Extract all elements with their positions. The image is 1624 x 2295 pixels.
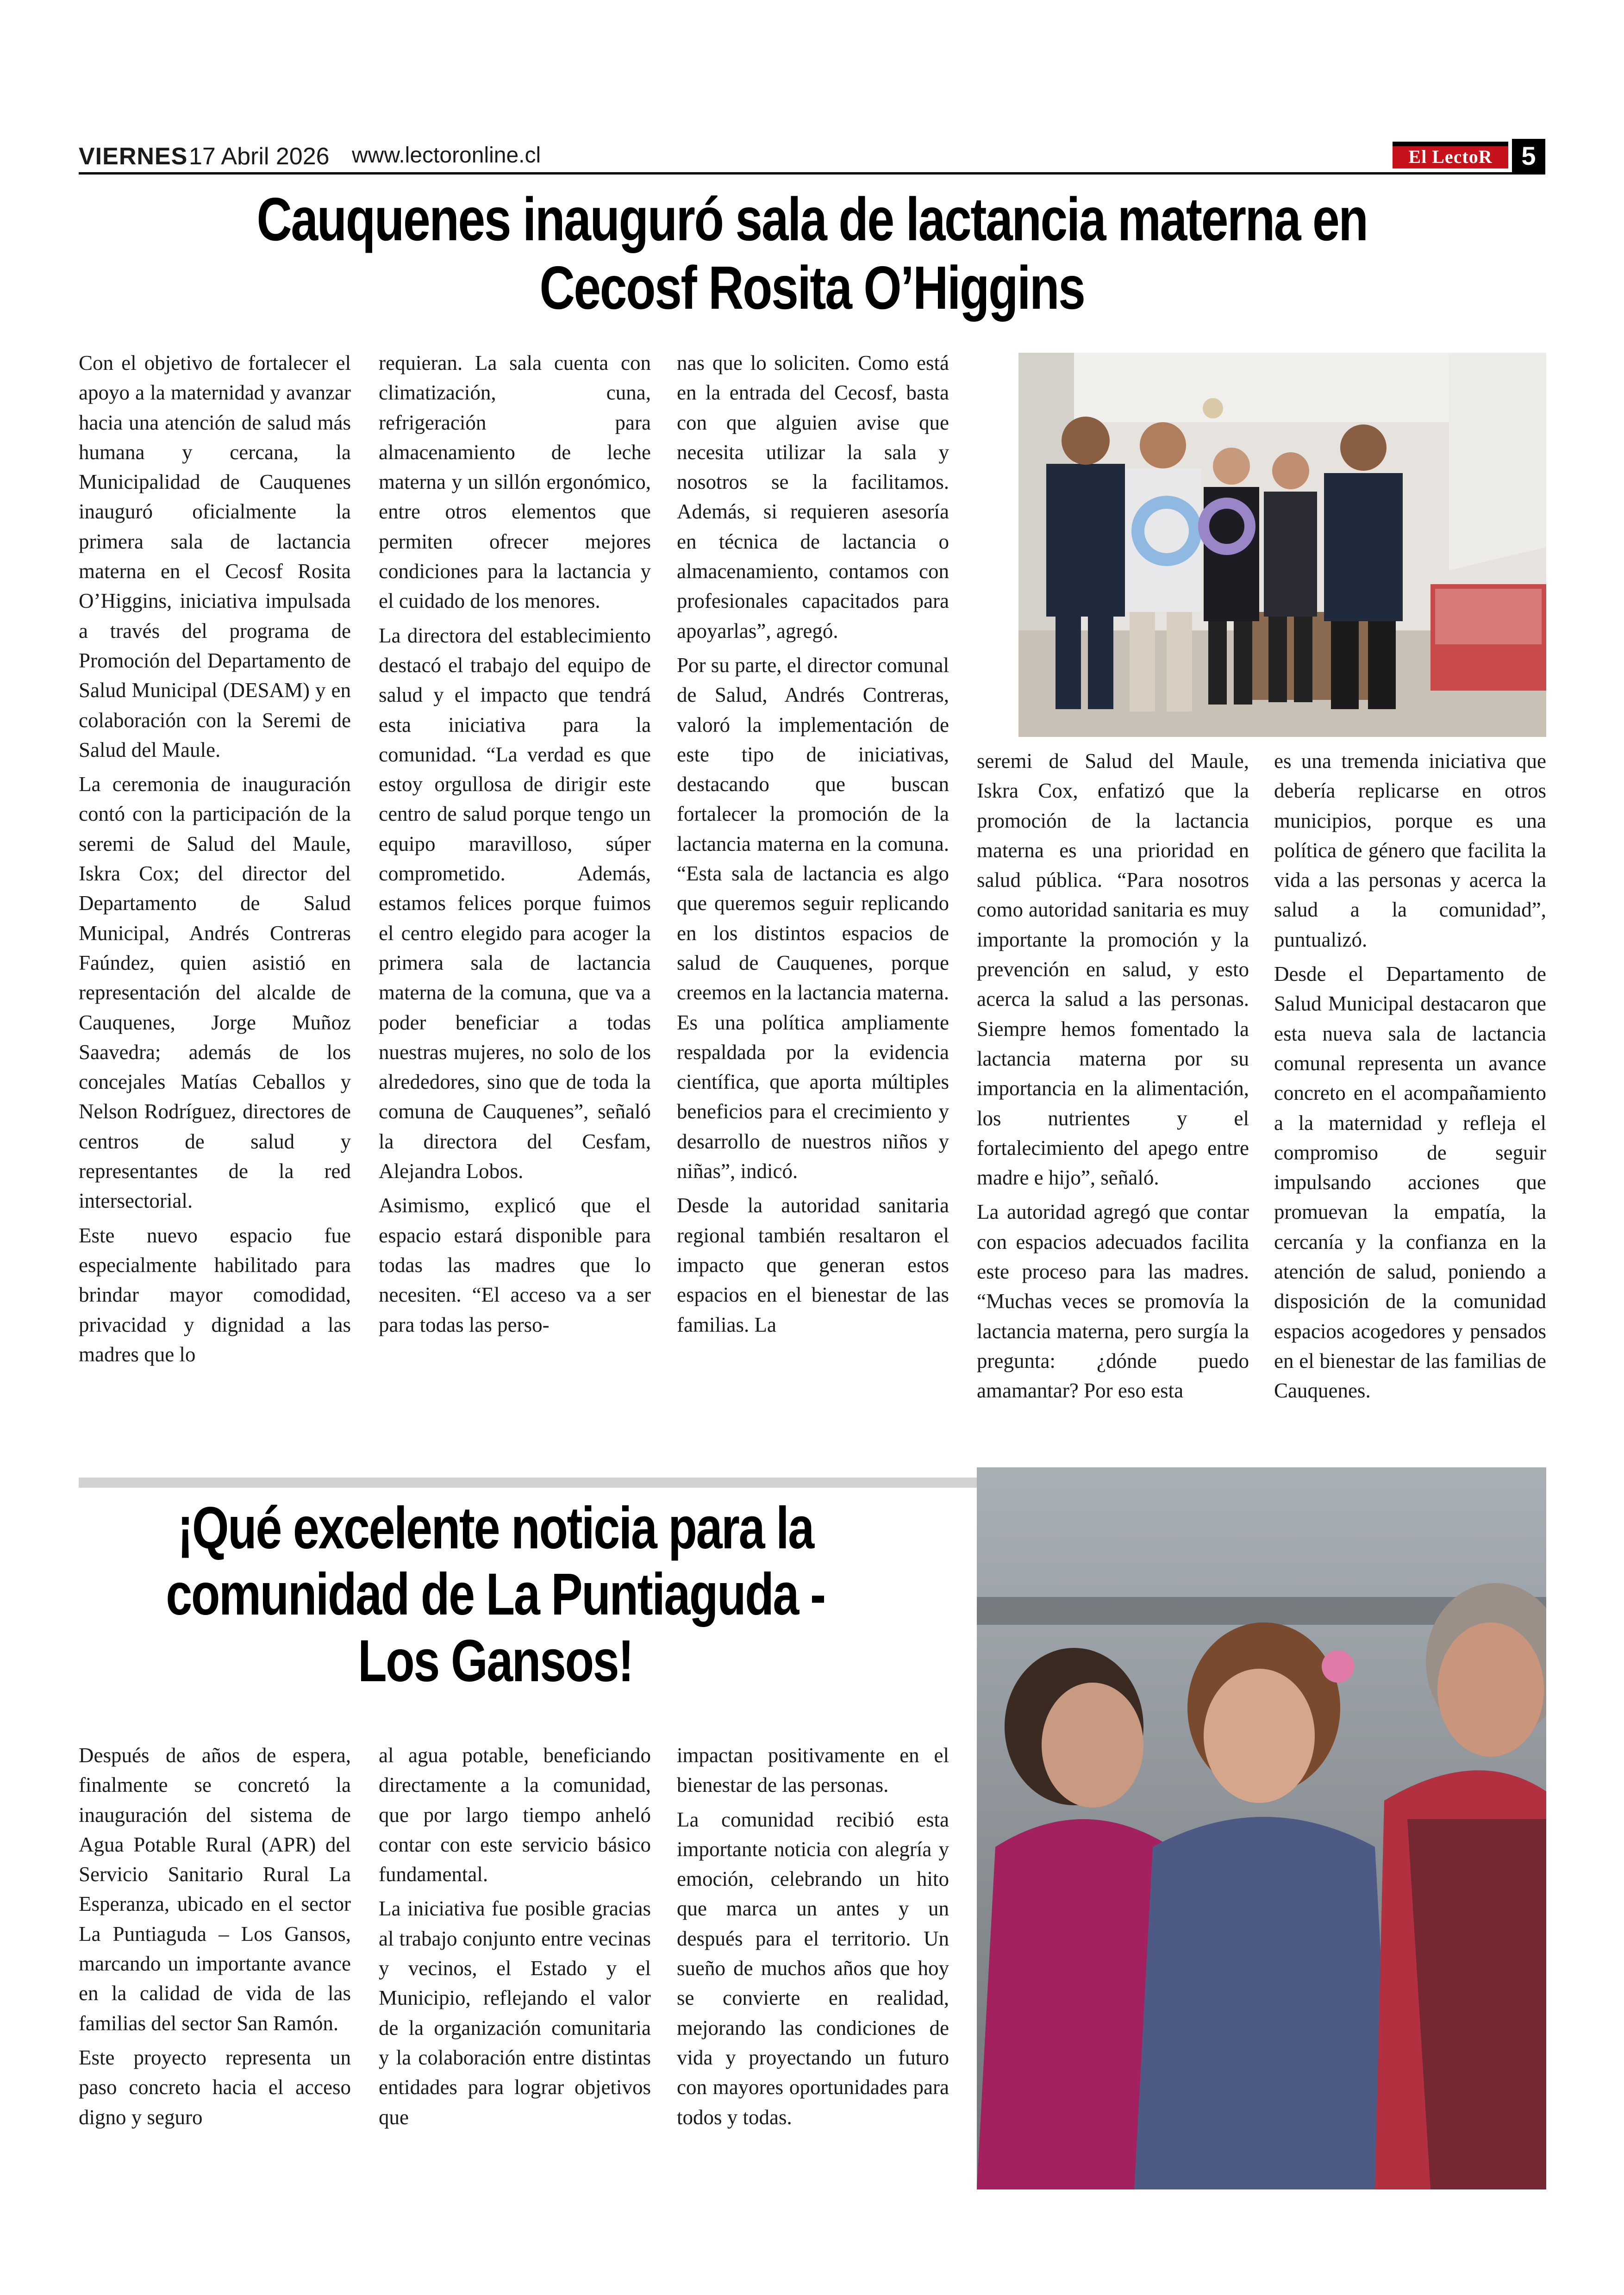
article1-column-3 (677, 348, 949, 1344)
article2-column-1 (79, 1740, 351, 2137)
paragraph: al agua potable, beneficiando directamente a la comunidad, que por largo tiempo anheló contar con este servicio básico fundamental. (379, 1744, 651, 1886)
article1-photo (1018, 353, 1546, 737)
paragraph: Desde la autoridad sanitaria regional también resaltaron el impacto que generan estos espacios en el bienestar de las familias. La (677, 1194, 949, 1336)
article2-column-3 (677, 1740, 949, 2137)
paragraph: es una tremenda iniciativa que debería replicarse en otros municipios, porque es una política de género que facilita la vida a las personas y acerca la salud a la comunidad”, puntualizó. (1274, 749, 1546, 951)
article1-column-4 (977, 746, 1249, 1410)
paragraph: La iniciativa fue posible gracias al trabajo conjunto entre vecinas y vecinos, el Estado y el Municipio, reflejando el valor de la organización comunitaria y la colaboración entre distintas entidades para lograr objetivos que (379, 1897, 651, 2129)
paragraph: seremi de Salud del Maule, Iskra Cox, enfatizó que la promoción de la lactancia materna es una prioridad en salud pública. “Para nosotros como autoridad sanitaria es muy importante la promoción y la prevención en salud, y esto acerca la salud a las personas. Siempre hemos fomentado la lactancia materna por su importancia en la alimentación, los nutrientes y el fortalecimiento del apego entre madre e hijo”, señaló. (977, 749, 1249, 1190)
paragraph: Asimismo, explicó que el espacio estará disponible para todas las madres que lo necesiten. “El acceso va a ser para todas las perso- (379, 1194, 651, 1336)
logo-text: El LectoR (1408, 146, 1493, 167)
paragraph: La directora del establecimiento destacó el trabajo del equipo de salud y el impacto que tendrá esta iniciativa para la comunidad. “La verdad es que estoy orgullosa de dirigir este centro de salud porque tengo un equipo maravilloso, súper comprometido. Además, estamos felices porque fuimos el centro elegido para acoger la primera sala de lactancia materna de la comuna, que va a poder beneficiar a todas nuestras mujeres, no solo de los alrededores, sino que de toda la comuna de Cauquenes”, señaló la directora del Cesfam, Alejandra Lobos. (379, 624, 651, 1183)
logo-bar (1393, 142, 1508, 146)
article1-column-5 (1274, 746, 1546, 1410)
paragraph: Por su parte, el director comunal de Salud, Andrés Contreras, valoró la implementación de este tipo de iniciativas, destacando que buscan fortalecer la promoción de la lactancia materna en la comuna. “Esta sala de lactancia es algo que queremos seguir replicando en los distintos espacios de salud de Cauquenes, porque creemos en la lactancia materna. Es una política ampliamente respaldada por la evidencia científica, que aporta múltiples beneficios para el crecimiento y desarrollo de nuestros niños y niñas”, indicó. (677, 653, 949, 1183)
paragraph: Este nuevo espacio fue especialmente habilitado para brindar mayor comodidad, privacidad y dignidad a las madres que lo (79, 1223, 351, 1366)
newspaper-logo (1393, 142, 1508, 168)
header-url[interactable]: www.lectoronline.cl (352, 143, 541, 168)
article1-column-2 (379, 348, 651, 1344)
article1-headline: Cauquenes inauguró sala de lactancia materna en Cecosf Rosita O’Higgins (256, 185, 1368, 322)
article2-headline: ¡Qué excelente noticia para la comunidad de La Puntiaguda - Los Gansos! (166, 1495, 825, 1694)
page-header (79, 139, 1545, 171)
paragraph: Después de años de espera, finalmente se concretó la inauguración del sistema de Agua Potable Rural (APR) del Servicio Sanitario Rural La Esperanza, ubicado en el sector La Puntiaguda – Los Gansos, marcando un importante avance en la calidad de vida de las familias del sector San Ramón. (79, 1744, 351, 2035)
header-rule (79, 172, 1545, 175)
paragraph: Con el objetivo de fortalecer el apoyo a la maternidad y avanzar hacia una atención de salud más humana y cercana, la Municipalidad de Cauquenes inauguró oficialmente la primera sala de lactancia materna en el Cecosf Rosita O’Higgins, iniciativa impulsada a través del programa de Promoción del Departamento de Salud Municipal (DESAM) y en colaboración con la Seremi de Salud del Maule. (79, 351, 351, 761)
page-number: 5 (1512, 139, 1545, 172)
paragraph: impactan positivamente en el bienestar de las personas. (677, 1744, 949, 1797)
paragraph: requieran. La sala cuenta con climatización, cuna, refrigeración para almacenamiento de leche materna y un sillón ergonómico, entre otros elementos que permiten ofrecer mejores condiciones para la lactancia y el cuidado de los menores. (379, 351, 651, 613)
article2-photo (977, 1467, 1546, 2189)
header-date: 17 Abril 2026 (189, 143, 330, 170)
paragraph: La comunidad recibió esta importante noticia con alegría y emoción, celebrando un hito que marca un antes y un después para el territorio. Un sueño de muchos años que hoy se convierte en realidad, mejorando las condiciones de vida y proyectando un futuro con mayores oportunidades para todos y todas. (677, 1808, 949, 2129)
paragraph: nas que lo soliciten. Como está en la entrada del Cecosf, basta con que alguien avise que necesita utilizar la sala y nosotros se la facilitamos. Además, si requieren asesoría en técnica de lactancia o almacenamiento, contamos con profesionales capacitados para apoyarlas”, agregó. (677, 351, 949, 642)
paragraph: Este proyecto representa un paso concreto hacia el acceso digno y seguro (79, 2046, 351, 2129)
paragraph: Desde el Departamento de Salud Municipal destacaron que esta nueva sala de lactancia comunal representa un avance concreto en el acompañamiento a la maternidad y refleja el compromiso de seguir impulsando acciones que promuevan la empatía, la cercanía y la confianza en la atención de salud, poniendo a disposición de la comunidad espacios acogedores y pensados en el bienestar de las familias de Cauquenes. (1274, 962, 1546, 1403)
article1-column-1 (79, 348, 351, 1374)
article2-column-2 (379, 1740, 651, 2137)
paragraph: La ceremonia de inauguración contó con la participación de la seremi de Salud del Maule, Iskra Cox; del director del Departamento de Salud Municipal, Andrés Contreras Faúndez, quien asistió en representación del alcalde de Cauquenes, Jorge Muñoz Saavedra; además de los concejales Matías Ceballos y Nelson Rodríguez, directores de centros de salud y representantes de la red intersectorial. (79, 773, 351, 1213)
paragraph: La autoridad agregó que contar con espacios adecuados facilita este proceso para las madres. “Muchas veces se promovía la lactancia materna, pero surgía la pregunta: ¿dónde puedo amamantar? Por eso esta (977, 1200, 1249, 1403)
header-day: VIERNES (79, 143, 188, 170)
